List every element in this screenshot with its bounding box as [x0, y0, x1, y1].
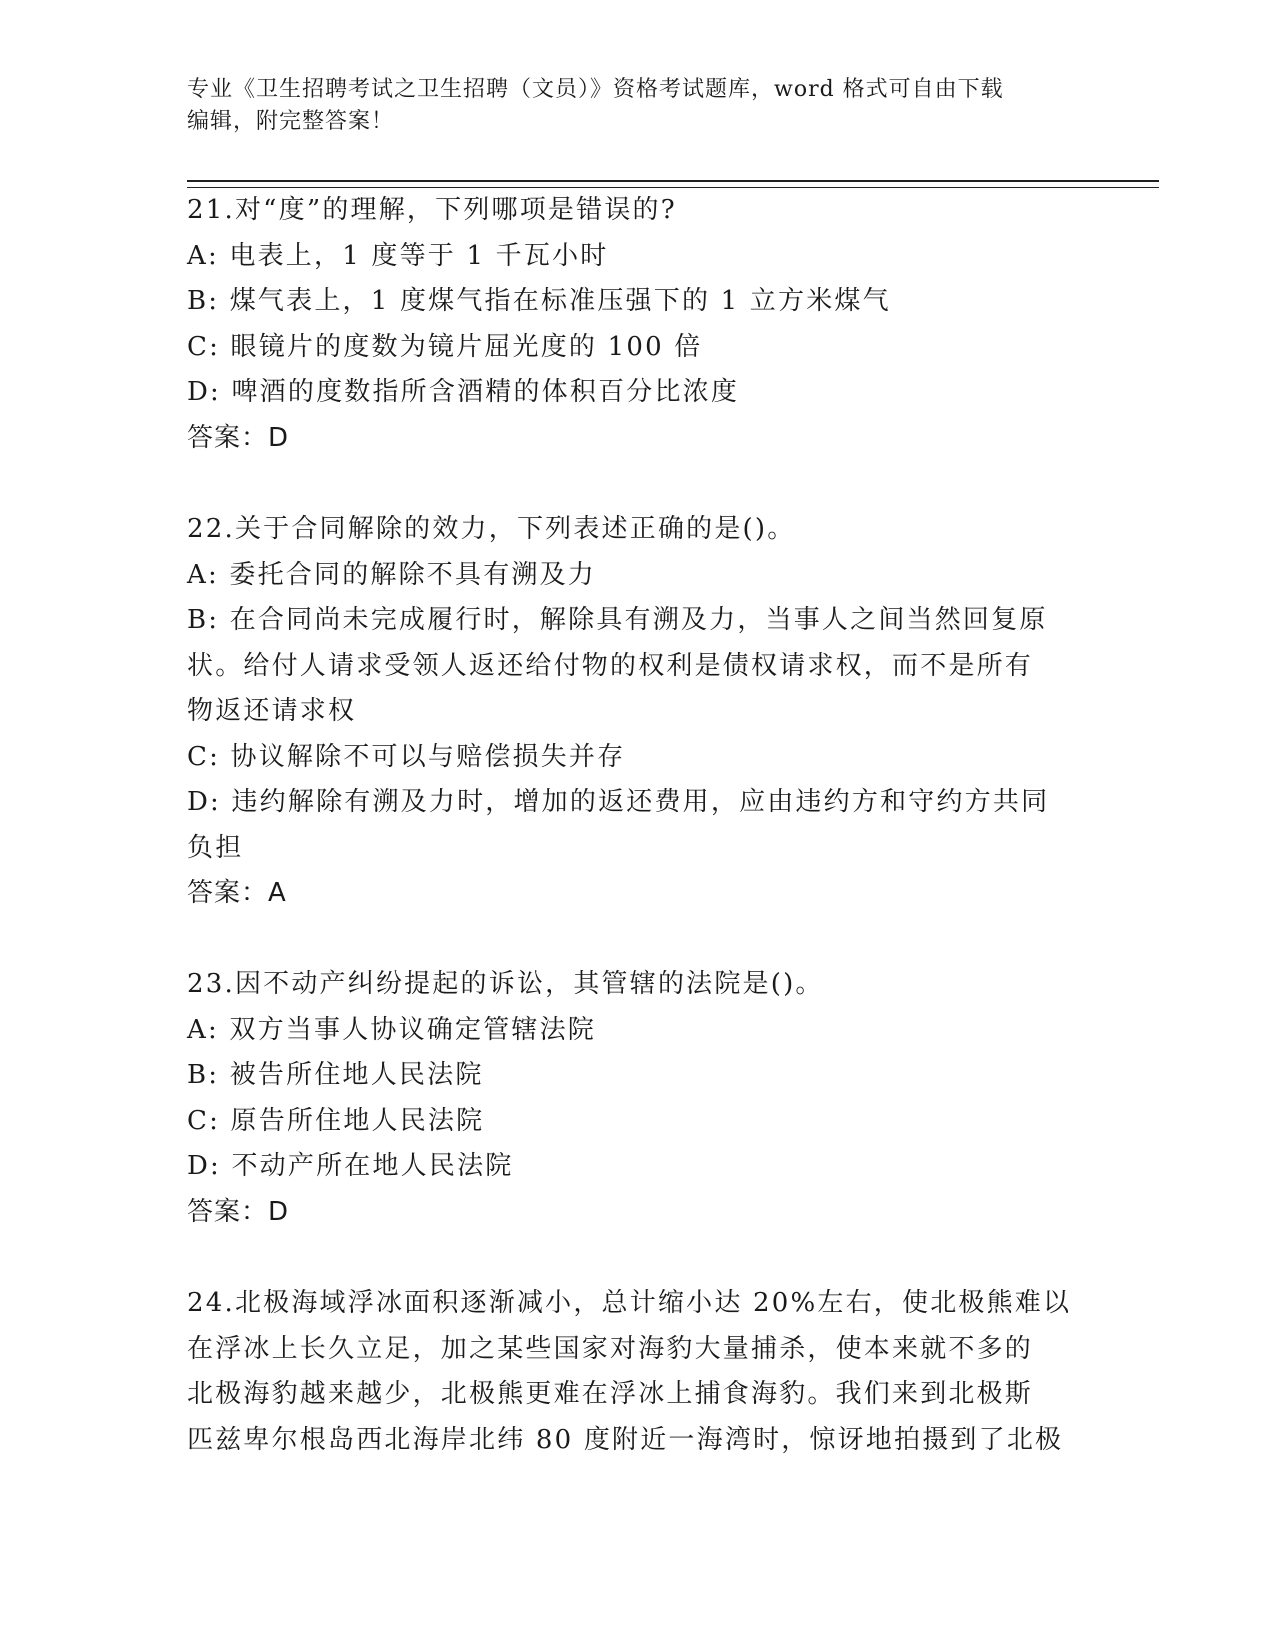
option-b: B: 被告所住地人民法院 — [187, 1060, 484, 1090]
option-b-line-1: B: 在合同尚未完成履行时，解除具有溯及力，当事人之间当然回复原 — [187, 605, 1048, 635]
answer-label: 答案：D — [187, 1196, 290, 1227]
option-c: C: 协议解除不可以与赔偿损失并存 — [187, 741, 626, 772]
question-stem-line-4: 匹兹卑尔根岛西北海岸北纬 80 度附近一海湾时，惊讶地拍摄到了北极 — [187, 1424, 1064, 1455]
question-stem-line-1: 24.北极海域浮冰面积逐渐减小，总计缩小达 20%左右，使北极熊难以 — [187, 1288, 1072, 1318]
question-stem: 22.关于合同解除的效力，下列表述正确的是()。 — [187, 514, 796, 544]
option-d-line-2: 负担 — [187, 832, 244, 863]
option-c: C: 眼镜片的度数为镜片屈光度的 100 倍 — [187, 331, 703, 362]
header-line-2: 编辑，附完整答案！ — [187, 109, 395, 134]
option-a: A: 双方当事人协议确定管辖法院 — [187, 1014, 597, 1045]
question-24 — [187, 1281, 1077, 1463]
question-stem-line-2: 在浮冰上长久立足，加之某些国家对海豹大量捕杀，使本来就不多的 — [187, 1333, 1034, 1364]
option-b-line-3: 物返还请求权 — [187, 696, 357, 726]
question-stem: 23.因不动产纠纷提起的诉讼，其管辖的法院是()。 — [187, 969, 824, 999]
header-line-1: 专业《卫生招聘考试之卫生招聘（文员）》资格考试题库，word 格式可自由下载 — [187, 77, 1004, 102]
option-c: C: 原告所住地人民法院 — [187, 1105, 485, 1136]
option-d: D: 不动产所在地人民法院 — [187, 1151, 514, 1181]
option-b: B: 煤气表上，1 度煤气指在标准压强下的 1 立方米煤气 — [187, 286, 891, 316]
option-d-line-1: D: 违约解除有溯及力时，增加的返还费用，应由违约方和守约方共同 — [187, 787, 1050, 817]
option-a: A: 电表上，1 度等于 1 千瓦小时 — [187, 240, 609, 271]
question-stem-line-3: 北极海豹越来越少，北极熊更难在浮冰上捕食海豹。我们来到北极斯 — [187, 1379, 1034, 1409]
answer-label: 答案：A — [187, 878, 287, 908]
question-stem: 21.对“度”的理解，下列哪项是错误的? — [187, 195, 677, 225]
document-header — [187, 74, 1067, 138]
question-22 — [187, 507, 1077, 917]
option-a: A: 委托合同的解除不具有溯及力 — [187, 559, 597, 590]
header-divider — [187, 180, 1159, 188]
question-21 — [187, 188, 1077, 461]
question-23 — [187, 962, 1077, 1235]
option-b-line-2: 状。给付人请求受领人返还给付物的权利是债权请求权，而不是所有 — [187, 650, 1034, 681]
option-d: D: 啤酒的度数指所含酒精的体积百分比浓度 — [187, 377, 740, 407]
answer-label: 答案：D — [187, 422, 290, 453]
